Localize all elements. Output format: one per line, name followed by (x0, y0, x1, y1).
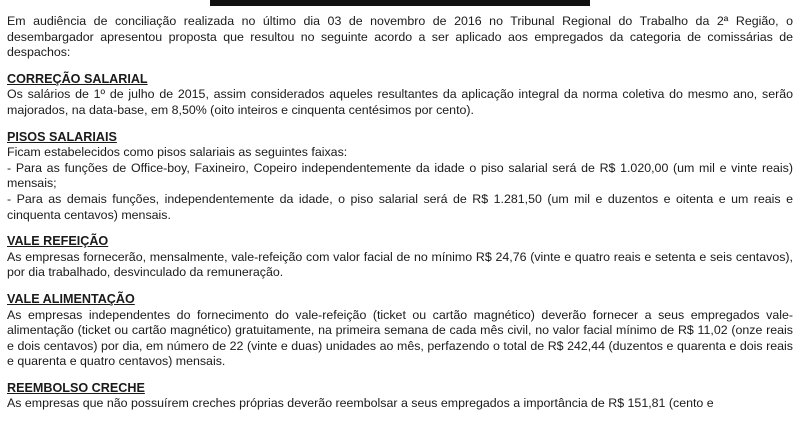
section-heading: VALE ALIMENTAÇÃO (7, 291, 135, 306)
section-pisos-salariais (7, 130, 793, 224)
list-item: - Para as funções de Office-boy, Faxineiro, Copeiro independentemente da idade o piso salarial será de R$ 1.020,00 (um mil e vinte reais) mensais; (7, 160, 793, 191)
section-reembolso-creche (7, 381, 793, 412)
section-paragraph: As empresas que não possuírem creches próprias deverão reembolsar a seus empregados a importância de R$ 151,81 (cento e (7, 396, 714, 411)
section-heading: REEMBOLSO CRECHE (7, 380, 145, 395)
section-paragraph: Os salários de 1º de julho de 2015, assim considerados aqueles resultantes da aplicação integral da norma coletiva do mesmo ano, serão majorados, na data-base, em 8,50% (oito inteiros e cinquenta centésimos por cento). (7, 87, 793, 117)
document-body (7, 14, 793, 412)
cropped-title-bar (210, 0, 590, 6)
section-correcao-salarial (7, 72, 793, 119)
section-vale-refeicao (7, 234, 793, 281)
section-paragraph: As empresas independentes do fornecimento do vale-refeição (ticket ou cartão magnético) deverão fornecer a seus empregados vale-alimentação (ticket ou cartão magnético) gratuitamente, na primeira semana de cada mês civil, no valor facial mínimo de R$ 11,02 (onze reais e dois centavos) por dia, em número de 22 (vinte e duas) unidades ao mês, perfazendo o total de R$ 242,44 (duzentos e quarenta e dois reais e quarenta e quatro centavos) mensais. (7, 307, 793, 369)
section-heading: PISOS SALARIAIS (7, 129, 117, 144)
section-paragraph: As empresas fornecerão, mensalmente, vale-refeição com valor facial de no mínimo R$ 24,76 (vinte e quatro reais e setenta e seis centavos), por dia trabalhado, desvinculado da remuneração. (7, 249, 793, 280)
list-item: - Para as demais funções, independentemente da idade, o piso salarial será de R$ 1.281,50 (um mil e duzentos e oitenta e um reais e cinquenta centavos) mensais. (7, 191, 793, 222)
section-heading: CORREÇÃO SALARIAL (7, 71, 148, 86)
section-heading: VALE REFEIÇÃO (7, 234, 109, 249)
intro-paragraph: Em audiência de conciliação realizada no último dia 03 de novembro de 2016 no Tribunal Regional do Trabalho da 2ª Região, o desembargador apresentou proposta que resultou no seguinte acordo a ser aplicado aos empregados da categoria de comissárias de despachos: (7, 14, 793, 60)
section-vale-alimentacao (7, 292, 793, 370)
section-paragraph: Ficam estabelecidos como pisos salariais as seguintes faixas: (7, 145, 348, 160)
